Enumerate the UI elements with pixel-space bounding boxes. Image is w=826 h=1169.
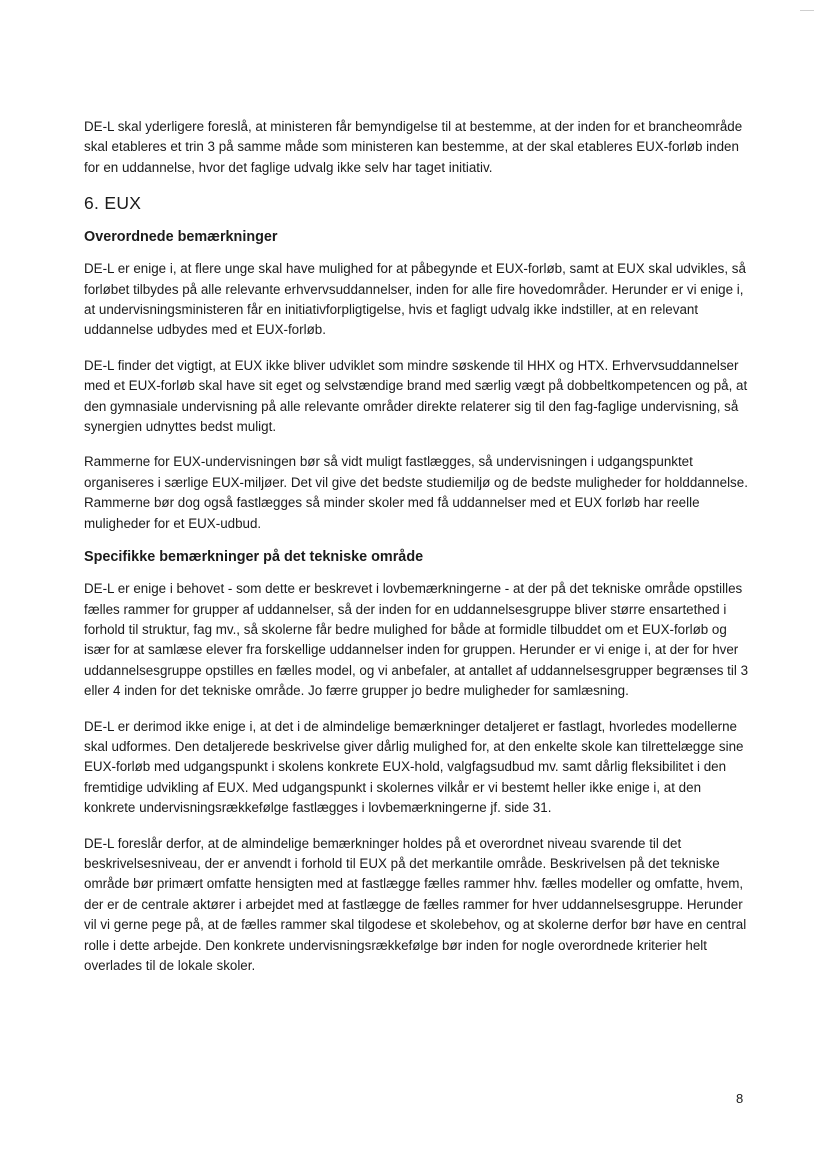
paragraph: Rammerne for EUX-undervisningen bør så vidt muligt fastlægges, så undervisningen i udgangspunktet organiseres i særlige EUX-miljøer. Det vil give det bedste studiemiljø og de bedste muligheder for holddannelse. Rammerne bør dog også fastlægges så minder skoler med få uddannelser med et EUX forløb har reelle muligheder for et EUX-udbud. — [84, 454, 748, 531]
paragraph: DE-L foreslår derfor, at de almindelige bemærkninger holdes på et overordnet niveau svarende til det beskrivelsesniveau, der er anvendt i forhold til EUX på det merkantile område. Beskrivelsen på det tekniske område bør primært omfatte hensigten med at fastlægge fælles rammer hhv. fælles modeller og omfatte, hvem, der er de centrale aktører i arbejdet med at fastlægge de fælles rammer for hver uddannelsesgruppe. Herunder vil vi gerne pege på, at de fælles rammer skal tilgodese et skolebehov, og at skolerne derfor bør have en central rolle i dette arbejde. Den konkrete undervisningsrækkefølge bør inden for nogle overordnede kriterier helt overlades til de lokale skoler. — [84, 835, 747, 973]
subheading-specific: Specifikke bemærkninger på det tekniske område — [84, 549, 424, 566]
paragraph: DE-L finder det vigtigt, at EUX ikke bliver udviklet som mindre søskende til HHX og HTX. Erhvervsuddannelser med et EUX-forløb skal have sit eget og selvstændige brand med særlig vægt på dobbeltkompetencen og på, at den gymnasiale undervisning på alle relevante områder direkte relaterer sig til den fag-faglige undervisning, så synergien udnyttes bedst muligt. — [84, 357, 748, 435]
paragraph: DE-L er enige i, at flere unge skal have mulighed for at påbegynde et EUX-forløb, samt at EUX skal udvikles, så forløbet tilbydes på alle relevante erhvervsuddannelser, inden for alle fire hovedområder. Herunder er vi enige i, at undervisningsministeren får en initiativforpligtigelse, hvis et fagligt udvalg ikke indstiller, at en relevant uddannelse udbydes med et EUX-forløb. — [84, 261, 746, 338]
paragraph: DE-L er derimod ikke enige i, at det i de almindelige bemærkninger detaljeret er fastlagt, hvorledes modellerne skal udformes. Den detaljerede beskrivelse giver dårlig mulighed for, at den enkelte skole kan tilrettelægge sine EUX-forløb med udgangspunkt i skolens konkrete EUX-hold, valgfagsudbud mv. samt dårlig fleksibilitet i den fremtidige udvikling af EUX. Med udgangspunkt i skolernes vilkår er vi bestemt heller ikke enige i, at den konkrete undervisningsrækkefølge fastlægges i lovbemærkningerne jf. side 31. — [84, 718, 744, 816]
subheading-general: Overordnede bemærkninger — [84, 229, 278, 246]
page-number: 8 — [736, 1091, 744, 1106]
scan-mark — [800, 10, 814, 11]
section-heading: 6. EUX — [84, 193, 142, 214]
paragraph: DE-L er enige i behovet - som dette er beskrevet i lovbemærkningerne - at der på det tekniske område opstilles fælles rammer for grupper af uddannelser, så der inden for en uddannelsesgruppe bliver større ensartethed i forhold til struktur, fag mv., så skolerne får bedre mulighed for både at formidle tilbuddet om et EUX-forløb og især for at samlæse elever fra forskellige uddannelser inden for gruppen. Herunder er vi enige i, at der for hver uddannelsesgruppe opstilles en fælles model, og vi anbefaler, at antallet af uddannelsesgrupper begrænses til 3 eller 4 inden for det tekniske område. Jo færre grupper jo bedre muligheder for samlæsning. — [84, 581, 749, 699]
intro-paragraph: DE-L skal yderligere foreslå, at ministeren får bemyndigelse til at bestemme, at der inden for et brancheområde skal etableres et trin 3 på samme måde som ministeren kan bestemme, at der skal etableres EUX-forløb inden for en uddannelse, hvor det faglige udvalg ikke selv har taget initiativ. — [84, 119, 743, 175]
page-content — [84, 117, 756, 991]
